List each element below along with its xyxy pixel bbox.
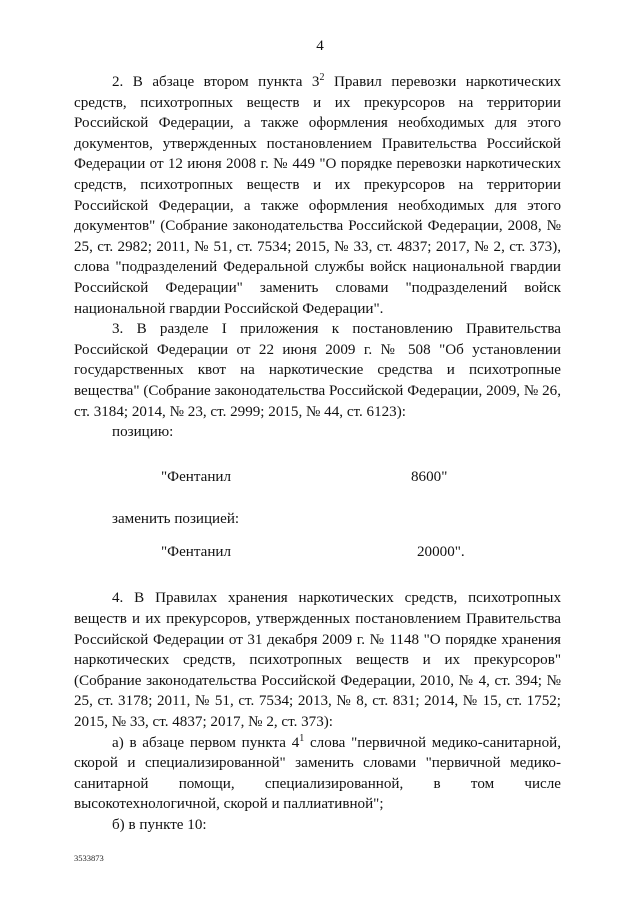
replace-label: заменить позицией: xyxy=(112,511,240,528)
new-position-name: "Фентанил xyxy=(161,543,232,560)
page-number: 4 xyxy=(316,38,324,54)
spacer xyxy=(74,487,561,509)
paragraph-item-4a-start: а) в абзаце первом пункта 4 xyxy=(112,734,300,751)
spacer xyxy=(74,562,561,588)
old-position-name: "Фентанил xyxy=(161,468,232,485)
paragraph-item-4a-rest: слова "первичной медико-санитарной, скорой и специализированной" заменить словами "первичной медико-санитарной помощи, специализированной, в том числе высокотехнологичной, скорой и паллиативной"; xyxy=(74,734,561,813)
superscript-2: 2 xyxy=(319,72,325,83)
document-body xyxy=(74,72,561,836)
paragraph-item-2 xyxy=(74,72,561,319)
paragraph-item-4b: б) в пункте 10: xyxy=(112,817,207,833)
paragraph-item-4a xyxy=(74,733,561,815)
spacer xyxy=(74,530,561,542)
paragraph-item-4: 4. В Правилах хранения наркотических средств, психотропных веществ и их прекурсоров, утвержденных постановлением Правительства Российской Федерации от 31 декабря 2009 г. № 1148 "О порядке хранения наркотических средств, психотропных веществ и их прекурсоров" (Собрание законодательства Российской Федерации, 2010, № 4, ст. 394; № 25, ст. 3178; 2011, № 51, ст. 7534; 2013, № 8, ст. 831; 2014, № 15, ст. 1752; 2015, № 33, ст. 4837; 2017, № 2, ст. 373): xyxy=(74,590,561,731)
new-position-row xyxy=(74,542,561,563)
paragraph-item-2-start: 2. В абзаце втором пункта 3 xyxy=(112,74,320,90)
paragraph-item-2-rest: Правил перевозки наркотических средств, психотропных веществ и их прекурсоров на территории Российской Федерации, а также оформления необходимых для этого документов, утвержденных постановлением Правительства Российской Федерации от 12 июня 2008 г. № 449 "О порядке перевозки наркотических средств, психотропных веществ и их прекурсоров на территории Российской Федерации, а также оформления необходимых для этого документов" (Собрание законодательства Российской Федерации, 2008, № 25, ст. 2982; 2011, № 51, ст. 7534; 2015, № 33, ст. 4837; 2017, № 2, ст. 373), слова "подразделений Федеральной службы войск национальной гвардии Российской Федерации" заменить словами "подразделений войск национальной гвардии Российской Федерации". xyxy=(74,74,561,317)
old-position-row xyxy=(74,467,561,488)
position-label: позицию: xyxy=(112,424,174,441)
new-position-value: 20000". xyxy=(417,543,465,560)
document-code: 3533873 xyxy=(74,853,104,863)
paragraph-item-3: 3. В разделе I приложения к постановлению Правительства Российской Федерации от 22 июня 2009 г. № 508 "Об установлении государственных квот на наркотические средства и психотропные вещества" (Собрание законодательства Российской Федерации, 2009, № 26, ст. 3184; 2014, № 23, ст. 2999; 2015, № 44, ст. 6123): xyxy=(74,321,561,420)
spacer xyxy=(74,443,561,467)
old-position-value: 8600" xyxy=(411,468,448,485)
superscript-1: 1 xyxy=(299,732,305,744)
